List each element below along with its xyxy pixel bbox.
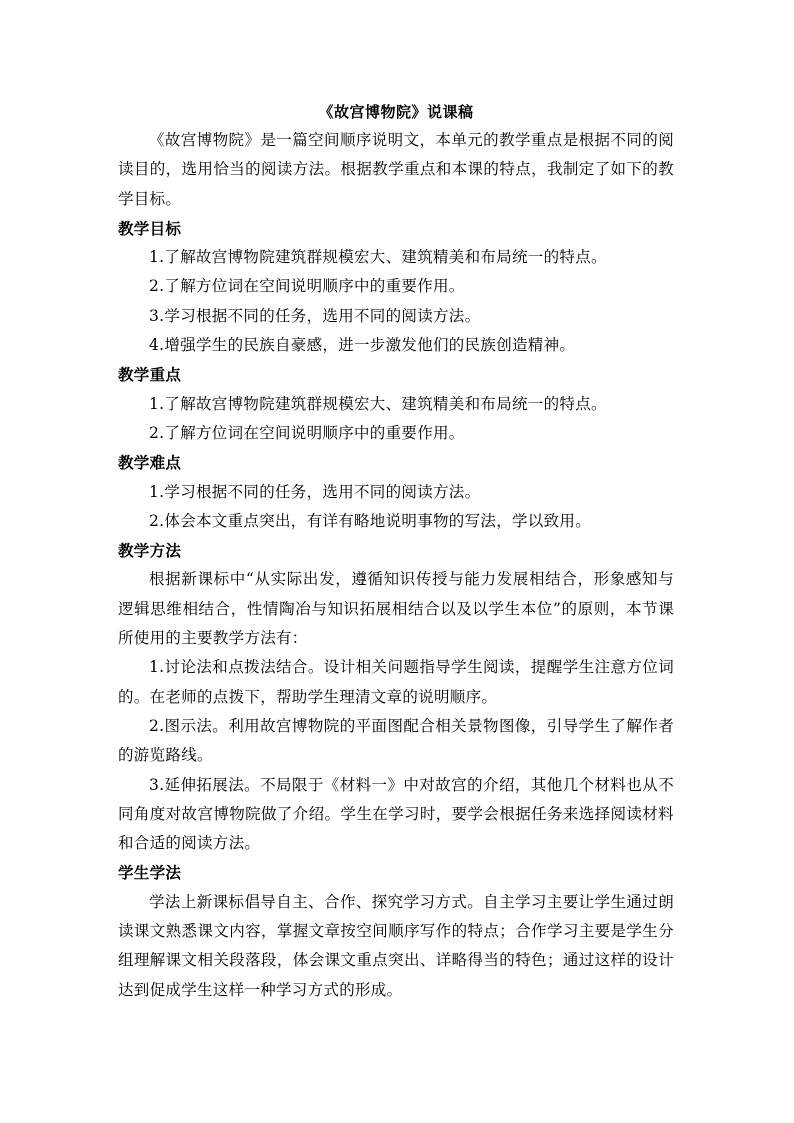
intro-paragraph: 《故宫博物院》是一篇空间顺序说明文，本单元的教学重点是根据不同的阅读目的，选用恰当的阅读方法。根据教学重点和本课的特点，我制定了如下的教学目标。 (118, 131, 674, 208)
methods-intro-paragraph: 根据新课标中“从实际出发，遵循知识传授与能力发展相结合，形象感知与逻辑思维相结合，性情陶冶与知识拓展相结合以及以学生本位”的原则，本节课所使用的主要教学方法有： (118, 570, 674, 648)
section-heading-learning: 学生学法 (118, 863, 182, 883)
difficulty-item: 1.学习根据不同的任务，选用不同的阅读方法。 (149, 482, 481, 501)
goal-item: 1.了解故宫博物院建筑群规模宏大、建筑精美和布局统一的特点。 (149, 248, 607, 267)
method-item: 1.讨论法和点拨法结合。设计相关问题指导学生阅读，提醒学生注意方位词的。在老师的点拨下，帮助学生理清文章的说明顺序。 (118, 658, 674, 706)
key-point-item: 1.了解故宫博物院建筑群规模宏大、建筑精美和布局统一的特点。 (149, 394, 607, 413)
difficulty-item: 2.体会本文重点突出，有详有略地说明事物的写法，学以致用。 (149, 511, 591, 530)
learning-paragraph: 学法上新课标倡导自主、合作、探究学习方式。自主学习主要让学生通过朗读课文熟悉课文内容，掌握文章按空间顺序写作的特点；合作学习主要是学生分组理解课文相关段落段，体会课文重点突出、详略得当的特色；通过这样的设计达到促成学生这样一种学习方式的形成。 (118, 892, 674, 999)
document-title: 《故宫博物院》说课稿 (318, 103, 474, 121)
section-heading-difficulties: 教学难点 (118, 453, 182, 473)
document-page (118, 102, 674, 1005)
key-point-item: 2.了解方位词在空间说明顺序中的重要作用。 (149, 423, 465, 442)
goal-item: 3.学习根据不同的任务，选用不同的阅读方法。 (149, 306, 481, 325)
section-heading-goals: 教学目标 (118, 218, 182, 238)
method-item: 2.图示法。利用故宫博物院的平面图配合相关景物图像，引导学生了解作者的游览路线。 (118, 716, 674, 765)
goal-item: 4.增强学生的民族自豪感，进一步激发他们的民族创造精神。 (149, 336, 576, 355)
section-heading-key-points: 教学重点 (118, 365, 182, 385)
method-item: 3.延伸拓展法。不局限于《材料一》中对故宫的介绍，其他几个材料也从不同角度对故宫博物院做了介绍。学生在学习时，要学会根据任务来选择阅读材料和合适的阅读方法。 (118, 775, 674, 853)
goal-item: 2.了解方位词在空间说明顺序中的重要作用。 (149, 277, 465, 296)
section-heading-methods: 教学方法 (118, 541, 182, 561)
